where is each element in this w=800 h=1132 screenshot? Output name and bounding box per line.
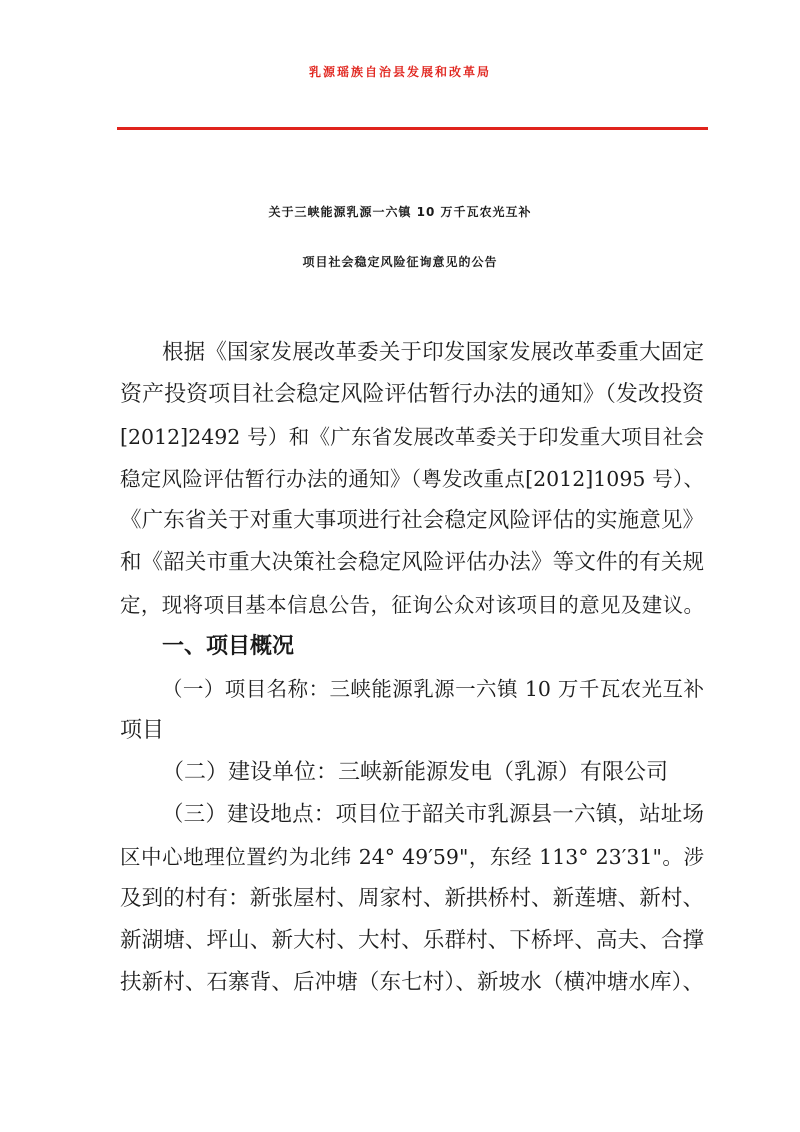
intro-line-4: 稳定风险评估暂行办法的通知》（粤发改重点[2012]1095 号）、 xyxy=(120,467,704,491)
item-location-line-2: 区中心地理位置约为北纬 24° 49′59"，东经 113° 23′31"。涉 xyxy=(120,845,704,869)
item-project-name-line-1: （一）项目名称：三峡能源乳源一六镇 10 万千瓦农光互补 xyxy=(162,677,704,701)
item-construction-unit: （二）建设单位：三峡新能源发电（乳源）有限公司 xyxy=(162,760,669,785)
item-location-line-3: 及到的村有：新张屋村、周家村、新拱桥村、新莲塘、新村、 xyxy=(120,886,704,911)
intro-line-2: 资产投资项目社会稳定风险评估暂行办法的通知》（发改投资 xyxy=(120,382,704,407)
intro-line-5: 《广东省关于对重大事项进行社会稳定风险评估的实施意见》 xyxy=(120,508,704,533)
section-heading-project-overview: 一、项目概况 xyxy=(162,634,295,659)
item-location-line-4: 新湖塘、坪山、新大村、大村、乐群村、下桥坪、高夫、合撑 xyxy=(120,928,704,953)
intro-line-6: 和《韶关市重大决策社会稳定风险评估办法》等文件的有关规 xyxy=(120,550,704,575)
item-project-name-line-2: 项目 xyxy=(120,718,165,743)
intro-line-7: 定，现将项目基本信息公告，征询公众对该项目的意见及建议。 xyxy=(120,593,704,617)
issuing-org-header: 乳源瑶族自治县发展和改革局 xyxy=(308,65,491,79)
intro-line-1: 根据《国家发展改革委关于印发国家发展改革委重大固定 xyxy=(162,340,704,365)
document-title-line-1: 关于三峡能源乳源一六镇 10 万千瓦农光互补 xyxy=(268,205,532,219)
item-location-line-1: （三）建设地点：项目位于韶关市乳源县一六镇，站址场 xyxy=(162,802,704,827)
document-title-line-2: 项目社会稳定风险征询意见的公告 xyxy=(302,255,498,269)
item-location-line-5: 扶新村、石寨背、后冲塘（东七村）、新坡水（横冲塘水库）、 xyxy=(120,970,704,995)
intro-line-3: [2012]2492 号）和《广东省发展改革委关于印发重大项目社会 xyxy=(120,425,704,449)
red-header-rule xyxy=(117,127,708,130)
